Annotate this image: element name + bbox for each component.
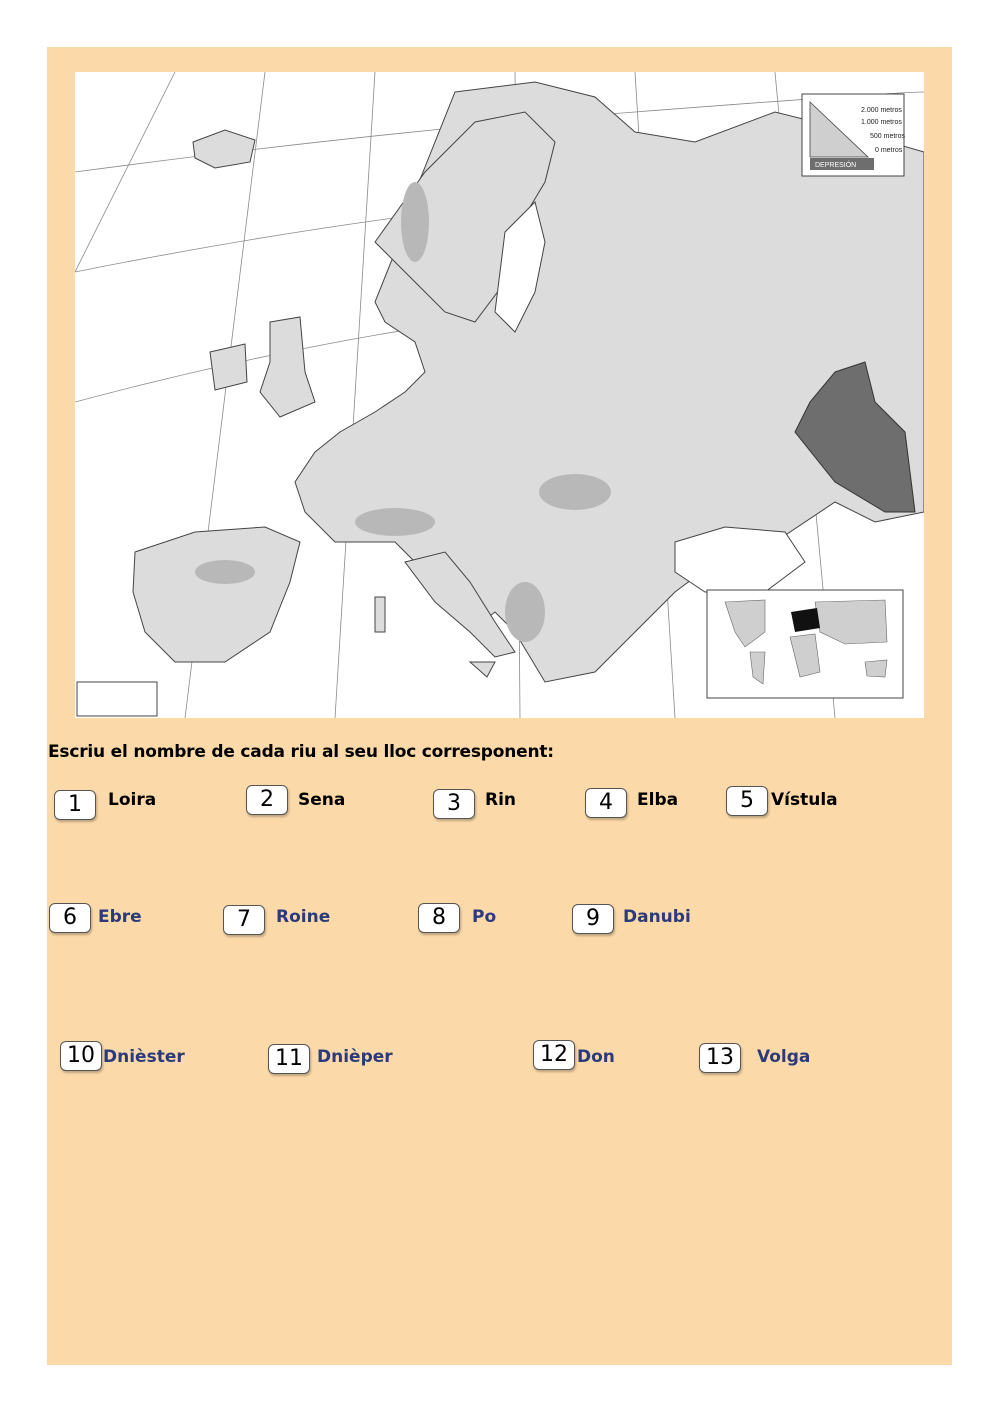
river-number-box: 7	[223, 905, 265, 935]
river-number-box: 3	[433, 789, 475, 819]
river-number-box: 8	[418, 903, 460, 933]
river-label: Roine	[276, 907, 331, 927]
river-label: Po	[472, 907, 497, 927]
legend-level-3: 500 metros	[870, 133, 906, 140]
river-label: Elba	[637, 790, 679, 810]
inset-australia	[865, 660, 887, 677]
river-label: Danubi	[623, 907, 691, 927]
legend-level-1: 2.000 metros	[861, 107, 902, 114]
sardinia	[375, 597, 385, 632]
river-number-box: 12	[533, 1040, 575, 1070]
river-label: Ebre	[98, 907, 142, 927]
sicily	[470, 662, 495, 677]
ireland	[210, 344, 247, 390]
canary-islands-box	[77, 682, 157, 716]
river-number-box: 1	[54, 790, 96, 820]
river-label: Vístula	[771, 790, 838, 810]
europe-relief-map	[75, 72, 924, 718]
iceland-land	[193, 130, 255, 168]
river-number-box: 11	[268, 1044, 310, 1074]
river-label: Dnièper	[317, 1047, 393, 1067]
legend-level-4: 0 metros	[875, 147, 903, 154]
instructions-text: Escriu el nombre de cada riu al seu lloc corresponent:	[48, 742, 554, 762]
river-label: Don	[577, 1047, 615, 1067]
river-number-box: 10	[60, 1041, 102, 1071]
legend-level-2: 1.000 metros	[861, 119, 902, 126]
river-number-box: 2	[246, 785, 288, 815]
river-number-box: 4	[585, 788, 627, 818]
river-label: Dnièster	[103, 1047, 185, 1067]
elevation-legend	[802, 94, 906, 176]
black-sea	[675, 527, 805, 592]
river-number-box: 6	[49, 903, 91, 933]
world-locator-inset	[707, 590, 903, 698]
river-label: Loira	[108, 790, 157, 810]
river-number-box: 9	[572, 904, 614, 934]
legend-depression-label: DEPRESIÓN	[815, 162, 857, 169]
iberian-peninsula	[133, 527, 300, 662]
inset-europe-highlight	[791, 608, 820, 632]
river-label: Rin	[485, 790, 517, 810]
map-graphic	[75, 72, 924, 718]
river-label: Volga	[757, 1047, 811, 1067]
great-britain	[260, 317, 315, 417]
river-number-box: 5	[726, 786, 768, 816]
river-number-box: 13	[699, 1043, 741, 1073]
river-label: Sena	[298, 790, 346, 810]
